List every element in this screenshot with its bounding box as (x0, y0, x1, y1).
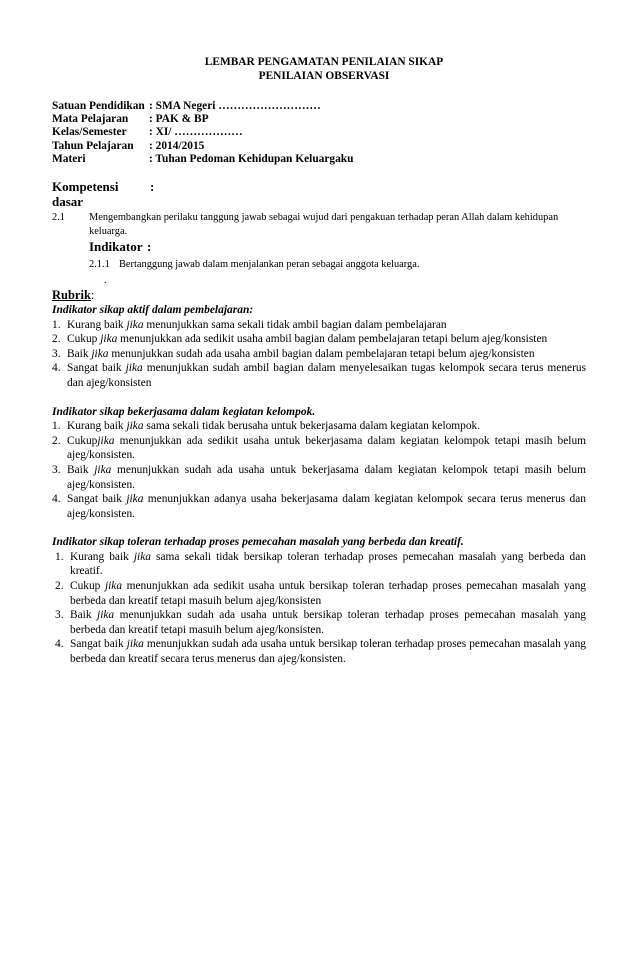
item-keyword: jika (126, 318, 144, 331)
item-text-pre: Cukup (67, 333, 101, 346)
section-title: Indikator sikap bekerjasama dalam kegiatan kelompok. (52, 405, 316, 418)
rubrik-heading (52, 288, 586, 303)
indikator-item (89, 258, 586, 273)
item-text (70, 579, 586, 608)
item-text-pre: Kurang baik (67, 318, 127, 331)
item-text-post: menunjukkan ada sedikit usaha untuk bekerjasama dalam kegiatan kelompok tetapi masih belum ajeg/konsisten. (67, 434, 586, 462)
kompetensi-number: 2.1 (52, 212, 65, 224)
item-number: 4. (55, 638, 64, 651)
item-text (67, 434, 586, 463)
item-text-pre: Cukup (70, 580, 105, 593)
info-table (52, 100, 586, 166)
item-number: 4. (52, 493, 61, 506)
item-keyword: jika (97, 609, 115, 622)
item-text-post: menunjukkan sudah ambil bagian dalam menyelesaikan tugas kelompok secara terus menerus dan ajeg/konsisten (67, 362, 587, 389)
item-text-post: menunjukkan sama sekali tidak ambil bagian dalam pembelajaran (143, 318, 447, 331)
item-number: 2. (52, 333, 61, 346)
kompetensi-label: Kompetensi dasar (52, 179, 119, 209)
list-item (52, 419, 586, 434)
item-number: 1. (55, 550, 64, 563)
kompetensi-item (52, 211, 586, 238)
item-keyword: jika (94, 463, 112, 476)
list-item (52, 492, 586, 521)
indikator-text: Bertanggung jawab dalam menjalankan peran sebagai anggota keluarga. (119, 258, 420, 270)
item-text (67, 347, 586, 362)
indikator-colon: : (147, 239, 152, 255)
kompetensi-heading (52, 180, 586, 209)
spacer (52, 521, 586, 535)
item-keyword: jika (126, 493, 144, 506)
item-keyword: jika (104, 580, 123, 593)
list-item (52, 332, 586, 347)
spacer (52, 391, 586, 405)
item-text-pre: Sangat baik (67, 362, 126, 375)
item-text-post: menunjukkan ada sedikit usaha untuk bersikap toleran terhadap proses pemecahan masalah yang berbeda dan kreatif tetapi masuih belum ajeg/konsisten (70, 580, 586, 607)
info-row (52, 140, 586, 153)
item-number: 2. (52, 434, 61, 447)
item-text-post: menunjukkan ada sedikit usaha ambil bagian dalam pembelajaran tetapi belum ajeg/konsisten (117, 333, 548, 346)
list-item (52, 463, 586, 492)
item-keyword: jika (125, 362, 143, 375)
item-text (67, 419, 586, 434)
item-text-pre: Cukup (67, 434, 98, 447)
info-value: : SMA Negeri ……………………… (149, 100, 321, 112)
info-value: : Tuhan Pedoman Kehidupan Keluargaku (149, 152, 354, 165)
item-text (67, 332, 586, 347)
item-text-pre: Sangat baik (70, 638, 127, 651)
item-text-pre: Kurang baik (70, 550, 134, 563)
info-label: Kelas/Semester (52, 126, 127, 139)
document-title: LEMBAR PENGAMATAN PENILAIAN SIKAP (204, 56, 444, 68)
item-text-pre: Baik (70, 609, 98, 622)
list-item (52, 361, 586, 390)
item-number: 3. (52, 463, 61, 476)
list-item (52, 318, 586, 333)
item-text-post: sama sekali tidak berusaha untuk bekerjasama dalam kegiatan kelompok. (143, 420, 481, 433)
info-row (52, 153, 586, 166)
item-text-pre: Baik (67, 463, 95, 476)
info-value: : 2014/2015 (149, 139, 205, 152)
indikator-number: 2.1.1 (89, 258, 110, 270)
kompetensi-colon: : (150, 179, 155, 195)
item-text (67, 492, 586, 521)
item-keyword: jika (133, 550, 151, 563)
rubric-list (52, 550, 586, 667)
item-keyword: jika (97, 434, 115, 447)
info-label: Tahun Pelajaran (52, 139, 134, 152)
item-text (67, 318, 586, 333)
item-text (70, 608, 586, 637)
stray-dot: . (104, 275, 107, 287)
item-text-post: menunjukkan sudah ada usaha untuk bekerjasama dalam kegiatan kelompok tetapi masih belum ajeg/konsisten. (67, 463, 586, 491)
rubric-list (52, 318, 586, 391)
item-number: 2. (55, 580, 64, 593)
item-number: 4. (52, 362, 61, 375)
item-text-pre: Sangat baik (67, 493, 127, 506)
item-text (70, 550, 586, 579)
item-text-post: menunjukkan adanya usaha bekerjasama dalam kegiatan kelompok secara terus menerus dan ajeg/konsisten. (67, 493, 587, 520)
info-value: : PAK & BP (149, 113, 209, 126)
list-item (52, 434, 586, 463)
info-label: Materi (52, 152, 86, 165)
list-item (52, 550, 586, 579)
list-item (52, 608, 586, 637)
indikator-heading (89, 240, 586, 255)
item-number: 1. (52, 318, 61, 331)
item-keyword: jika (126, 638, 144, 651)
rubrik-label: Rubrik (52, 288, 91, 303)
item-text-pre: Kurang baik (67, 420, 127, 433)
list-item (52, 579, 586, 608)
section-title: Indikator sikap aktif dalam pembelajaran: (52, 303, 254, 316)
kompetensi-text: Mengembangkan perilaku tanggung jawab sebagai wujud dari pengakuan terhadap peran Allah dalam kehidupan keluarga. (89, 212, 559, 237)
info-row (52, 100, 586, 113)
list-item (52, 637, 586, 666)
info-row (52, 113, 586, 126)
item-text-post: menunjukkan sudah ada usaha untuk bersikap toleran terhadap proses pemecahan masalah yang berbeda dan kreatif tetapi masuih belum ajeg/konsisten. (70, 609, 586, 636)
item-text-post: menunjukkan sudah ada usaha untuk bersikap toleran terhadap proses pemecahan masalah yang berbeda dan kreatif secara terus menerus dan ajeg/konsisten. (70, 638, 586, 666)
item-keyword: jika (100, 333, 118, 346)
section-title: Indikator sikap toleran terhadap proses pemecahan masalah yang berbeda dan kreatif. (52, 536, 464, 549)
item-text-post: sama sekali tidak bersikap toleran terhadap proses pemecahan masalah yang berbeda dan kreatif. (70, 550, 586, 578)
item-text-post: menunjukkan sudah ada usaha ambil bagian dalam pembelajaran tetapi belum ajeg/konsisten (108, 347, 535, 360)
list-item (52, 347, 586, 362)
item-text (67, 463, 586, 492)
item-text (70, 637, 586, 666)
item-number: 3. (55, 609, 64, 622)
item-number: 1. (52, 420, 61, 433)
item-text-pre: Baik (67, 347, 92, 360)
item-number: 3. (52, 347, 61, 360)
item-keyword: jika (126, 420, 144, 433)
title-block (62, 0, 586, 83)
info-row (52, 126, 586, 139)
item-text (67, 361, 586, 390)
document-subtitle: PENILAIAN OBSERVASI (258, 70, 390, 82)
rubrik-colon: : (90, 288, 95, 303)
rubric-list (52, 419, 586, 521)
item-keyword: jika (91, 347, 109, 360)
indikator-label: Indikator (89, 239, 143, 255)
info-value: : XI/ ……………… (149, 126, 243, 139)
info-label: Satuan Pendidikan (52, 100, 145, 112)
info-label: Mata Pelajaran (52, 113, 129, 126)
